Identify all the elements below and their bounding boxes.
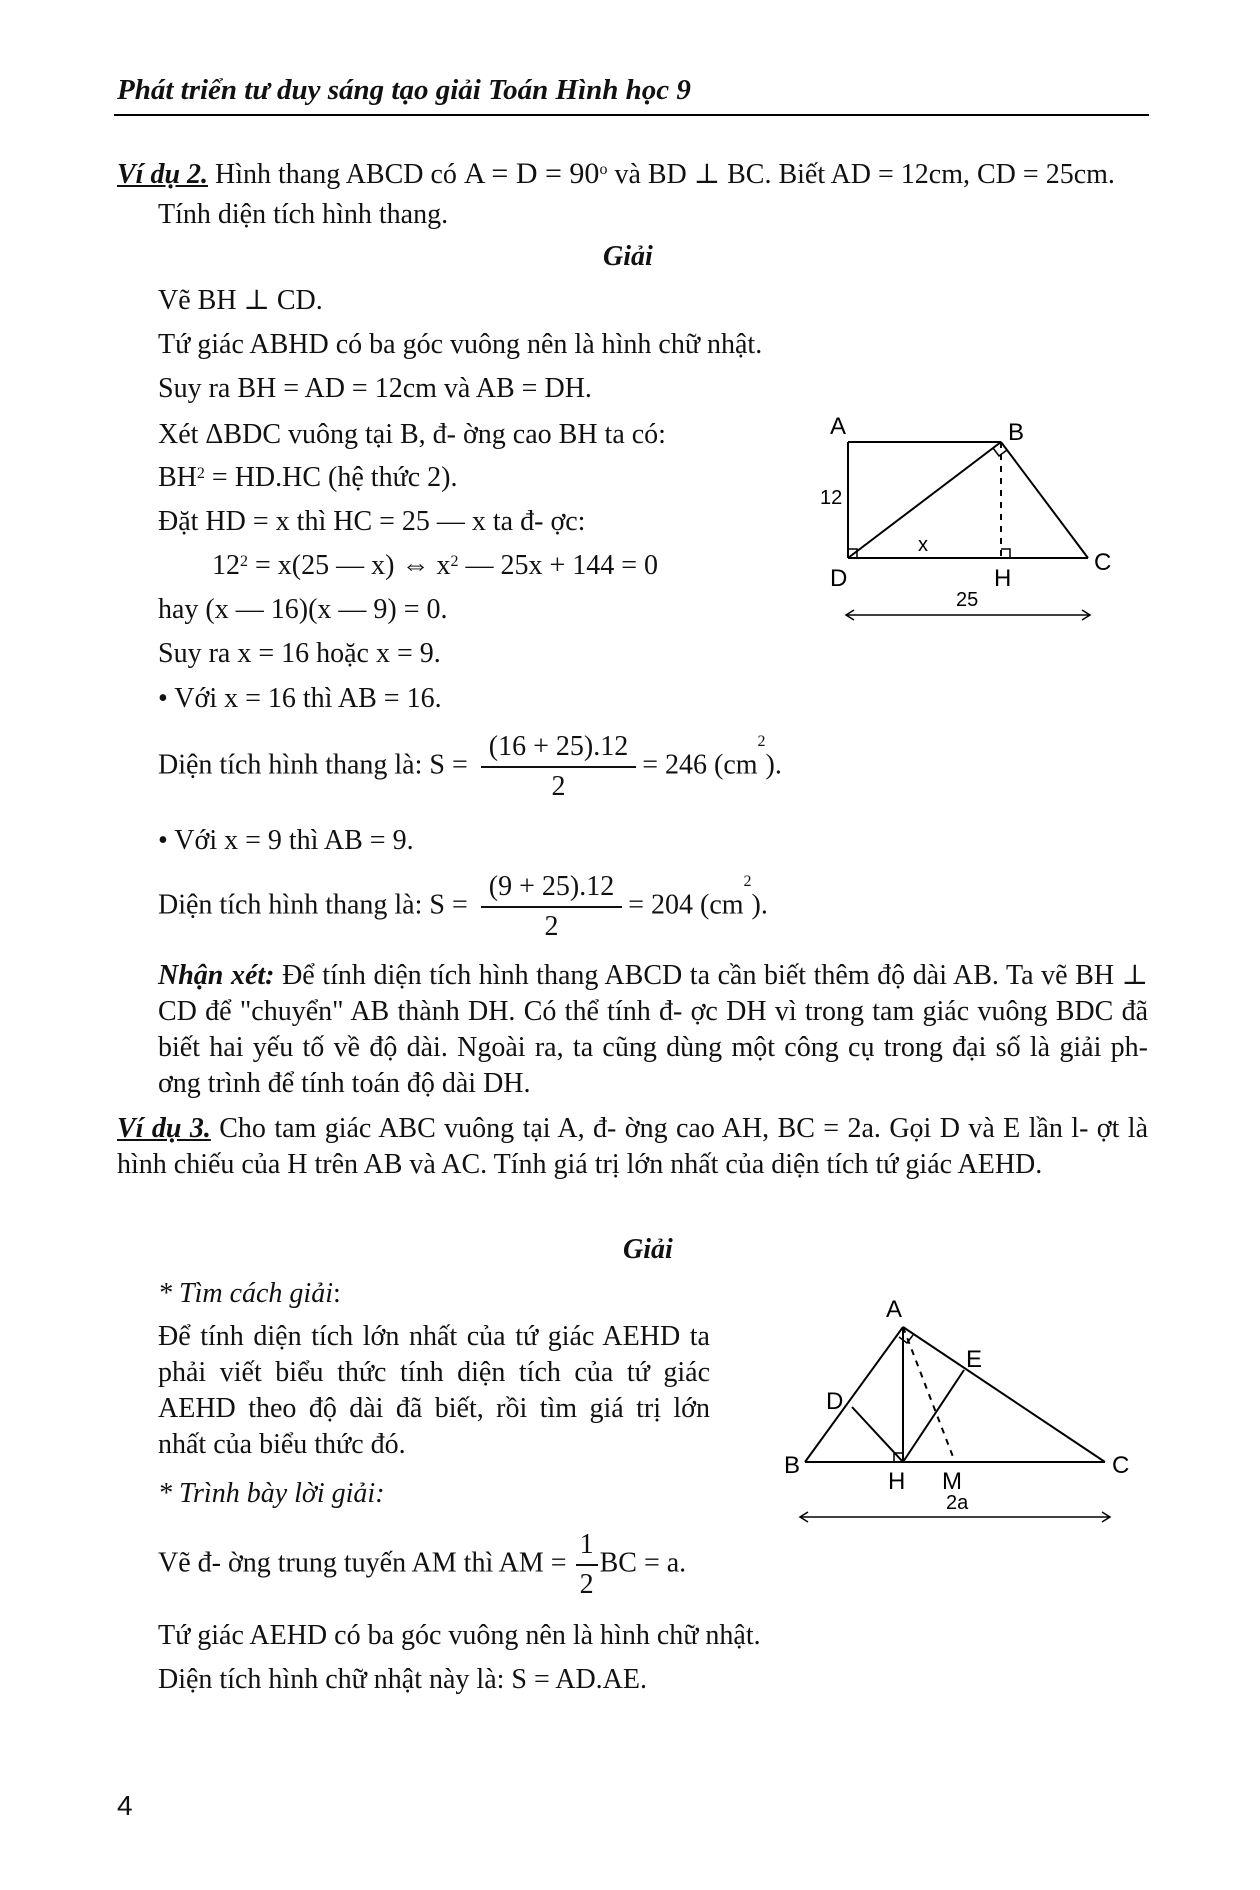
case-line: • Với x = 9 thì AB = 9. (158, 825, 414, 856)
median-formula: Vẽ đ- ờng trung tuyến AM thì AM = $\frac{1}{2}$ BC = a. (158, 1526, 686, 1604)
vertex-label: D (826, 1388, 844, 1415)
vertex-label: B (784, 1452, 801, 1479)
area-formula-1: Diện tích hình thang là: S = $\frac{(16 + 25).12}{2}$ = 246 $(cm^2)$. (158, 728, 782, 806)
vertex-label: C (1112, 1452, 1130, 1479)
segment-label: x (918, 534, 928, 556)
solution-line: Suy ra x = 16 hoặc x = 9. (158, 638, 441, 669)
find-method-heading: * Tìm cách giải: (158, 1278, 341, 1309)
example-2-statement-line2: Tính diện tích hình thang. (158, 199, 449, 230)
solution-line: Suy ra BH = AD = 12cm và AB = DH. (158, 373, 592, 404)
solution-line: Xét ΔBDC vuông tại B, đ- ờng cao BH ta có: (158, 419, 666, 450)
vertex-label: H (994, 565, 1012, 592)
remark-paragraph: Nhận xét: Để tính diện tích hình thang ABCD ta cần biết thêm độ dài AB. Ta vẽ BH ⊥ CD để "chuyển" AB thành DH. Có thể tính đ- ợc DH vì trong tam giác vuông BDC đã biết hai yếu tố về độ dài. Ngoài ra, ta cũng dùng một công cụ trong đại số là giải ph- ơng trình để tính toán độ dài DH. (158, 960, 1148, 1099)
vertex-label: A (886, 1296, 903, 1323)
present-solution-heading: * Trình bày lời giải: (158, 1478, 385, 1509)
example-3-statement: Ví dụ 3. Cho tam giác ABC vuông tại A, đ- ờng cao AH, BC = 2a. Gọi D và E lần l- ợt là hình chiếu của H trên AB và AC. Tính giá trị lớn nhất của diện tích tứ giác AEHD. (117, 1113, 1149, 1180)
equation-line: $12^2 = x(25$ — x) ⇔ $x^2$ — 25x + 144 = 0 (212, 550, 659, 581)
example-3-label: Ví dụ 3. (117, 1113, 211, 1144)
fraction: $\frac{(9 + 25).12}{2}$ (481, 868, 622, 946)
find-method-paragraph: Để tính diện tích lớn nhất của tứ giác AEHD ta phải viết biểu thức tính diện tích của tứ giác AEHD theo độ dài đã biết, rồi tìm giá trị lớn nhất của biểu thức đó. (158, 1321, 710, 1460)
solution-heading: Giải (603, 241, 653, 272)
running-header: Phát triển tư duy sáng tạo giải Toán Hình học 9 (117, 74, 691, 106)
solution-line: $BH^2 = HD.HC$ (hệ thức 2). (158, 462, 458, 493)
base-length-label: 2a (946, 1492, 969, 1514)
fraction: $\frac{(16 + 25).12}{2}$ (481, 728, 636, 806)
vertex-label: D (830, 565, 848, 592)
header-rule (114, 114, 1149, 116)
trapezoid-figure (820, 410, 1130, 630)
solution-line: Tứ giác AEHD có ba góc vuông nên là hình chữ nhật. (158, 1620, 761, 1651)
solution-line: hay (x — 16)(x — 9) = 0. (158, 594, 448, 625)
right-triangle-figure (770, 1285, 1150, 1535)
solution-line: Vẽ BH ⊥ CD. (158, 285, 323, 316)
vertex-label: B (1008, 419, 1025, 446)
example-2-statement: Ví dụ 2. Hình thang ABCD có $A = D = 90^o$ và BD ⊥ BC. Biết AD = 12cm, CD = 25cm. (117, 157, 1115, 190)
solution-line: Diện tích hình chữ nhật này là: S = AD.AE. (158, 1664, 648, 1695)
example-2-label: Ví dụ 2. (117, 159, 209, 190)
area-formula-2: Diện tích hình thang là: S = $\frac{(9 + 25).12}{2}$ = 204 $(cm^2)$. (158, 868, 768, 946)
side-label: 12 (820, 487, 843, 509)
base-length-label: 25 (956, 589, 979, 611)
vertex-label: A (830, 413, 847, 440)
solution-line: Tứ giác ABHD có ba góc vuông nên là hình chữ nhật. (158, 329, 763, 360)
vertex-label: E (966, 1346, 983, 1373)
solution-heading: Giải (623, 1234, 673, 1265)
vertex-label: H (888, 1468, 906, 1495)
fraction: $\frac{1}{2}$ (576, 1526, 598, 1604)
solution-line: Đặt HD = x thì HC = 25 — x ta đ- ợc: (158, 506, 586, 537)
remark-label: Nhận xét: (158, 960, 275, 991)
case-line: • Với x = 16 thì AB = 16. (158, 683, 442, 714)
vertex-label: C (1094, 549, 1112, 576)
page-number: 4 (117, 1790, 133, 1821)
vertex-label: M (942, 1468, 962, 1495)
